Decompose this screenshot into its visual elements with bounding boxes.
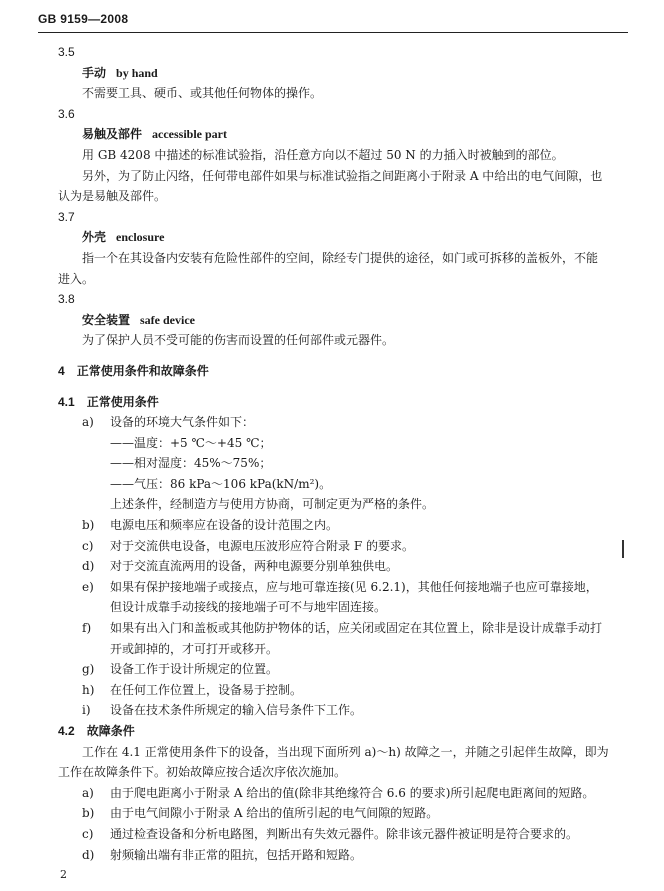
term-heading xyxy=(58,310,633,331)
term-en: enclosure xyxy=(116,230,165,245)
subsection-number: 4.2 xyxy=(58,724,75,738)
list-text: 如果有出入门和盖板或其他防护物体的话，应关闭或固定在其位置上，除非是设计成靠手动打 xyxy=(110,621,603,636)
clause-number: 3.7 xyxy=(58,209,75,224)
list-item xyxy=(58,412,633,433)
list-item xyxy=(58,536,633,557)
list-text: 由于电气间隙小于附录 A 给出的值所引起的电气间隙的短路。 xyxy=(110,806,439,821)
list-label: e) xyxy=(82,579,94,594)
subsection-heading xyxy=(58,392,633,413)
list-text: 由于爬电距离小于附录 A 给出的值(除非其绝缘符合 6.6 的要求)所引起爬电距离间的短路。 xyxy=(110,785,595,800)
list-label: c) xyxy=(82,538,94,553)
list-item xyxy=(58,659,633,680)
dash-item-temperature: ——温度：+5 ℃～+45 ℃； xyxy=(110,435,272,450)
list-text: 对于交流直流两用的设备，两种电源要分别单独供电。 xyxy=(110,559,399,574)
list-text: 通过检查设备和分析电路图，判断出有失效元器件。除非该元器件被证明是符合要求的。 xyxy=(110,826,579,841)
list-label: i) xyxy=(82,703,91,718)
list-text: 设备在技术条件所规定的输入信号条件下工作。 xyxy=(110,703,363,718)
clause-number: 3.5 xyxy=(58,45,75,59)
list-item-cont: 上述条件，经制造方与使用方协商，可制定更为严格的条件。 xyxy=(110,497,435,512)
text-cursor xyxy=(622,540,624,558)
document-header: GB 9159—2008 xyxy=(38,12,129,26)
list-item xyxy=(58,824,633,845)
list-label: b) xyxy=(82,518,95,533)
section-heading xyxy=(58,361,633,382)
list-text: 射频输出端有非正常的阻抗，包括开路和短路。 xyxy=(110,847,363,862)
document-body xyxy=(58,42,633,865)
list-item xyxy=(58,783,633,804)
term-heading xyxy=(58,124,633,145)
list-item-cont: 开或卸掉的，才可打开或移开。 xyxy=(110,641,279,656)
list-item xyxy=(58,577,633,598)
list-item-cont: 但设计成靠手动接线的接地端子可不与地牢固连接。 xyxy=(110,600,387,615)
section-number: 4 xyxy=(58,363,65,378)
list-label: a) xyxy=(82,415,94,430)
term-en: accessible part xyxy=(152,127,227,142)
list-label: g) xyxy=(82,662,95,677)
definition: 指一个在其设备内安装有危险性部件的空间，除经专门提供的途径，如门或可拆移的盖板外，不能 xyxy=(82,250,599,265)
list-text: 设备工作于设计所规定的位置。 xyxy=(110,662,279,677)
list-label: a) xyxy=(82,785,94,800)
subsection-title: 正常使用条件 xyxy=(86,394,159,409)
list-item xyxy=(58,845,633,866)
list-text: 对于交流供电设备，电源电压波形应符合附录 F 的要求。 xyxy=(110,538,414,553)
list-label: h) xyxy=(82,682,95,697)
clause-number: 3.8 xyxy=(58,292,75,307)
list-label: c) xyxy=(82,826,94,841)
definition: 用 GB 4208 中描述的标准试验指，沿任意方向以不超过 50 N 的力插入时被触到的部位。 xyxy=(82,147,564,162)
definition: 为了保护人员不受可能的伤害而设置的任何部件或元器件。 xyxy=(82,333,395,348)
dash-item-humidity: ——相对湿度：45%～75%； xyxy=(110,456,272,471)
definition-note: 另外，为了防止闪络，任何带电部件如果与标准试验指之间距离小于附录 A 中给出的电气间隙，也 xyxy=(82,168,603,183)
list-label: f) xyxy=(82,621,92,636)
term-en: by hand xyxy=(116,65,158,80)
term-cn: 外壳 xyxy=(82,230,107,245)
page-number: 2 xyxy=(60,868,67,881)
term-en: safe device xyxy=(140,312,195,327)
term-heading xyxy=(58,227,633,248)
section-title: 正常使用条件和故障条件 xyxy=(76,363,209,378)
term-cn: 手动 xyxy=(82,65,107,80)
subsection-number: 4.1 xyxy=(58,394,75,409)
list-text: 在任何工作位置上，设备易于控制。 xyxy=(110,682,303,697)
list-item xyxy=(58,803,633,824)
list-label: b) xyxy=(82,806,95,821)
list-label: d) xyxy=(82,847,95,862)
list-item xyxy=(58,618,633,639)
list-item xyxy=(58,680,633,701)
term-heading xyxy=(58,63,633,84)
header-rule xyxy=(38,32,628,33)
list-item xyxy=(58,515,633,536)
list-text: 电源电压和频率应在设备的设计范围之内。 xyxy=(110,518,339,533)
clause-number: 3.6 xyxy=(58,106,75,121)
paragraph-cont: 工作在故障条件下。初始故障应按合适次序依次施加。 xyxy=(58,765,347,780)
list-item xyxy=(58,700,633,721)
list-item xyxy=(58,556,633,577)
list-text: 设备的环境大气条件如下： xyxy=(110,415,255,430)
list-text: 如果有保护接地端子或接点，应与地可靠连接(见 6.2.1)，其他任何接地端子也应可靠接地， xyxy=(110,579,598,594)
dash-item-pressure: ——气压：86 kPa～106 kPa(kN/m²)。 xyxy=(110,476,332,491)
term-cn: 安全装置 xyxy=(82,312,131,327)
definition: 不需要工具、硬币、或其他任何物体的操作。 xyxy=(82,86,323,101)
subsection-heading xyxy=(58,721,633,742)
term-cn: 易触及部件 xyxy=(82,127,143,142)
paragraph: 工作在 4.1 正常使用条件下的设备，当出现下面所列 a)～h) 故障之一，并随之引起伴生故障，即为 xyxy=(82,744,609,759)
definition-note-cont: 认为是易触及部件。 xyxy=(58,189,167,204)
subsection-title: 故障条件 xyxy=(86,724,135,738)
list-label: d) xyxy=(82,559,95,574)
definition-cont: 进入。 xyxy=(58,271,95,286)
